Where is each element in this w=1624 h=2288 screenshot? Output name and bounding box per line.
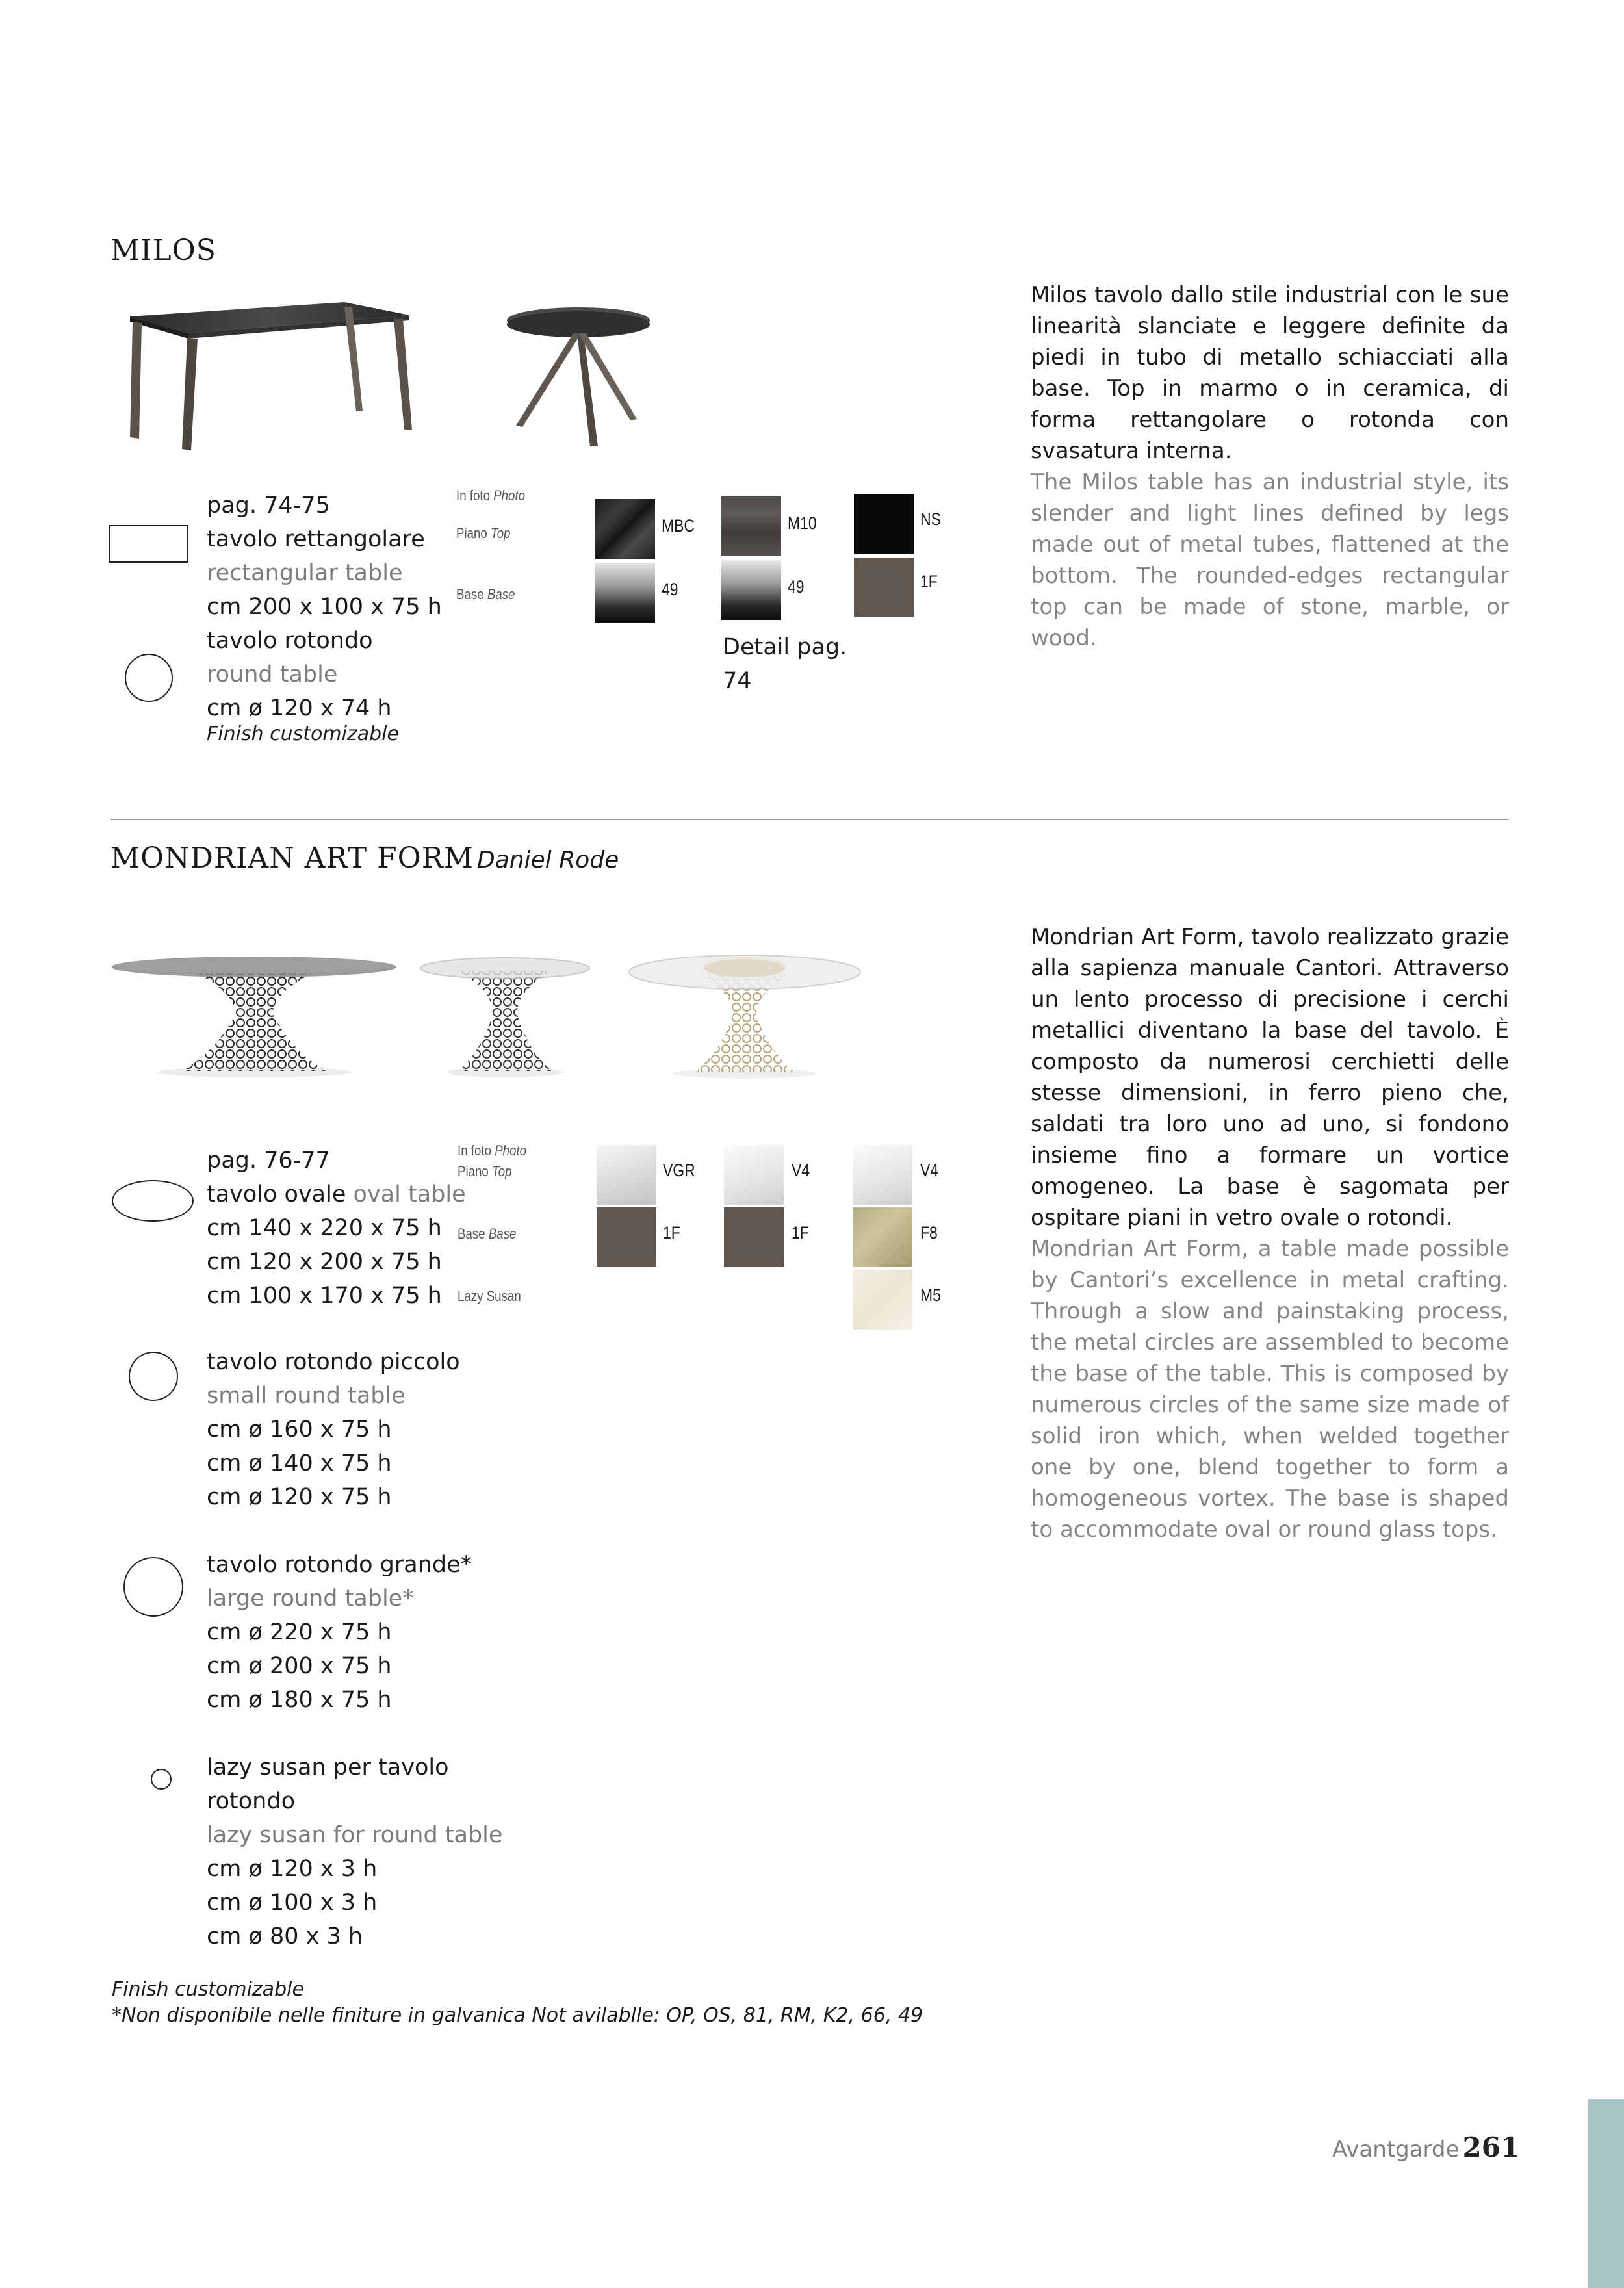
swatch-code: F8 [920,1223,938,1242]
swatch-black [854,494,914,554]
swatch-base-1f [724,1207,784,1267]
small-round-dim: cm ø 120 x 75 h [207,1484,392,1510]
swatch-code: 1F [663,1223,680,1242]
mondrian-availability-note: *Non disponibile nelle finiture in galvanica Not avilablle: OP, OS, 81, RM, K2, 66, 49 [112,2004,923,2027]
small-round-name-en: small round table [207,1383,406,1409]
swatch-wood-dark [721,496,781,556]
milos-description-it: Milos tavolo dallo stile industrial con le sue linearità slanciate e leggere definite da piedi in tubo di metallo schiacciati alla base. Top in marmo o in ceramica, di forma rettangolare o rotonda con svasatura interna. [1031,282,1509,464]
swatch-code: M5 [920,1285,941,1305]
page-footer [1332,2131,1519,2163]
lazy-susan-shape-icon [151,1769,172,1790]
mondrian-description-it: Mondrian Art Form, tavolo realizzato grazie alla sapienza manuale Cantori. Attraverso un lento processo di precisione i cerchi metallici diventano la base del tavolo. È composto da numerosi cerchietti delle stesse dimensioni, in ferro pieno che, saldati tra loro uno ad uno, si fondono insieme fino a formare un vortice omogeneo. La base è sagomata per ospitare piani in vetro ovale o rotondi. [1031,924,1509,1231]
mondrian-label-top: Piano Top [458,1163,512,1179]
lazy-dim: cm ø 100 x 3 h [207,1890,378,1916]
mondrian-heading [110,842,619,875]
swatch-cream-m5 [853,1270,912,1330]
lazy-dim: cm ø 80 x 3 h [207,1923,363,1949]
swatch-glass-clear [724,1145,784,1205]
lazy-name-en: lazy susan for round table [207,1822,503,1848]
small-round-dim: cm ø 140 x 75 h [207,1450,392,1476]
rectangular-shape-icon [109,525,188,563]
mondrian-small-round-specs [207,1345,460,1514]
mondrian-designer: Daniel Rode [477,847,619,873]
milos-round-name-it: tavolo rotondo [207,628,373,654]
mondrian-label-base: Base Base [458,1226,517,1242]
mondrian-description-en: Mondrian Art Form, a table made possible by Cantori’s excellence in metal crafting. Through a slow and painstaking process, the metal circles are assembled to become the base of the table. This is composed by numerous circles of the same size made of solid iron which, when welded together one by one, blend together to form a homogeneous vortex. The base is shaped to accommodate oval or round glass tops. [1031,1236,1509,1543]
lazy-name-it: lazy susan per tavolo [207,1755,449,1780]
swatch-code: MBC [662,516,695,535]
swatch-code: V4 [920,1161,939,1180]
milos-round-dim: cm ø 120 x 74 h [207,695,392,721]
mondrian-small-round-table-image [419,955,591,1079]
oval-shape-icon [112,1180,194,1222]
swatch-base-49 [721,560,781,620]
milos-detail-ref: Detail pag. 74 [723,634,847,694]
oval-dim: cm 120 x 200 x 75 h [207,1249,442,1275]
large-round-name-en: large round table* [207,1586,414,1612]
swatch-base-1f [854,558,914,617]
lazy-name-it: rotondo [207,1788,295,1814]
milos-pages: pag. 74-75 [207,493,330,519]
swatch-marble-black [595,499,655,559]
large-round-dim: cm ø 200 x 75 h [207,1653,392,1679]
mondrian-pages: pag. 76-77 [207,1148,330,1174]
mondrian-large-round-specs [207,1548,472,1717]
milos-label-base: Base Base [456,586,515,602]
oval-name-en: oval table [353,1181,466,1207]
milos-specs [207,489,442,725]
oval-dim: cm 100 x 170 x 75 h [207,1283,442,1309]
milos-rect-name-en: rectangular table [207,560,403,586]
side-tab [1588,2099,1624,2288]
milos-finish-note: Finish customizable [207,723,399,745]
milos-rect-dim: cm 200 x 100 x 75 h [207,594,442,620]
mondrian-oval-table-image [110,955,398,1079]
swatch-code: 49 [788,577,805,597]
swatch-code: 49 [662,580,678,599]
large-round-dim: cm ø 220 x 75 h [207,1619,392,1645]
small-round-shape-icon [129,1352,178,1401]
mondrian-label-lazy: Lazy Susan [458,1288,521,1304]
swatch-gold-f8 [853,1207,912,1267]
milos-round-name-en: round table [207,662,338,688]
swatch-base-1f [597,1207,656,1267]
page-number: 261 [1462,2131,1520,2163]
mondrian-oval-specs [207,1144,466,1313]
milos-description-en: The Milos table has an industrial style, its slender and light lines defined by legs made out of metal tubes, flattened at the bottom. The rounded-edges rectangular top can be made of stone, marble, or wood. [1031,469,1509,651]
mondrian-title: MONDRIAN ART FORM [110,842,474,875]
section-divider [110,819,1509,820]
small-round-name-it: tavolo rotondo piccolo [207,1349,460,1375]
swatch-code: NS [920,509,941,529]
large-round-name-it: tavolo rotondo grande* [207,1552,472,1578]
milos-rect-table-image [110,296,416,452]
milos-label-photo: In foto Photo [456,487,526,504]
mondrian-large-round-table-image [627,950,862,1080]
swatch-glass-clear [853,1145,912,1205]
swatch-code: 1F [920,572,938,591]
oval-dim: cm 140 x 220 x 75 h [207,1215,442,1241]
large-round-shape-icon [123,1557,183,1617]
swatch-code: V4 [792,1161,810,1180]
swatch-glass-grey [597,1145,656,1205]
milos-label-top: Piano Top [456,525,511,541]
oval-name-it: tavolo ovale [207,1181,346,1207]
swatch-base-49 [595,563,655,623]
small-round-dim: cm ø 160 x 75 h [207,1417,392,1443]
milos-round-table-image [500,302,656,452]
milos-rect-name-it: tavolo rettangolare [207,526,425,552]
mondrian-finish-note: Finish customizable [112,1978,304,2001]
large-round-dim: cm ø 180 x 75 h [207,1687,392,1713]
swatch-code: 1F [792,1223,809,1242]
mondrian-label-photo: In foto Photo [458,1142,527,1159]
swatch-code: VGR [663,1161,695,1180]
round-shape-icon [125,654,173,702]
lazy-dim: cm ø 120 x 3 h [207,1856,378,1882]
mondrian-lazy-susan-specs [207,1751,502,1953]
swatch-code: M10 [788,513,817,533]
section-name: Avantgarde [1332,2137,1460,2163]
milos-title: MILOS [110,234,216,267]
